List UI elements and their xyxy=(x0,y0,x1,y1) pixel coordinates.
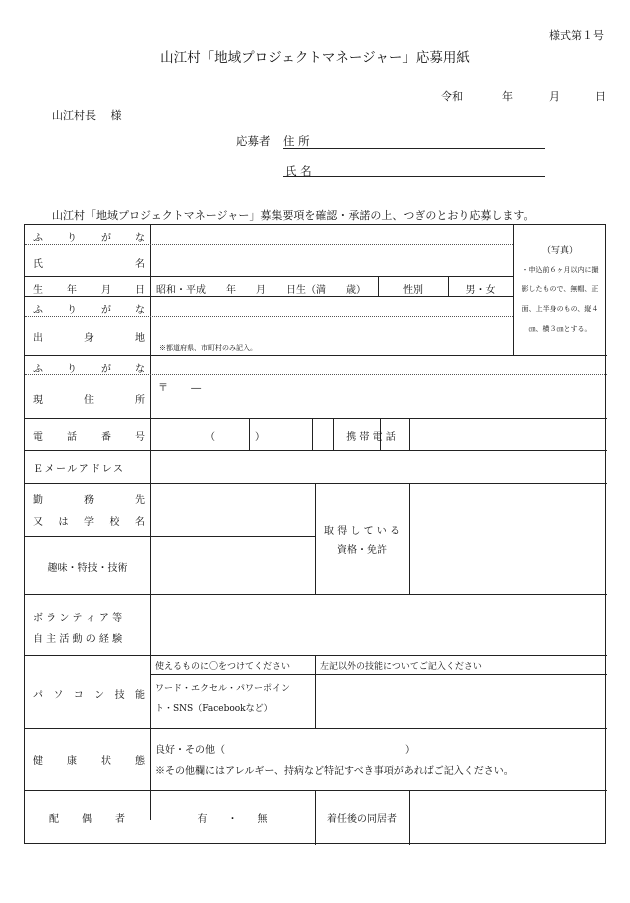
mobile-label: 携 帯 電 話 xyxy=(346,432,396,443)
applicant-label: 応募者 xyxy=(236,134,271,148)
photo-instruction-3: 面、上半身のもの、縦４ xyxy=(521,305,599,313)
intro-text: 山江村「地域プロジェクトマネージャー」募集要項を確認・承諾の上、つぎのとおり応募します。 xyxy=(52,209,535,222)
qualifications-label: 取 得 し て い る xyxy=(324,526,400,537)
phone-label: 電 話 番 号 xyxy=(33,432,145,443)
recipient: 山江村長 様 xyxy=(52,109,122,122)
hometown-furigana-label: ふ り が な xyxy=(33,305,145,316)
volunteer-label: ボ ラ ン テ ィ ア 等 xyxy=(33,613,123,624)
gender-label: 性別 xyxy=(403,285,423,296)
spouse-field[interactable]: 有 ・ 無 xyxy=(197,814,268,825)
date-month: 月 xyxy=(549,90,560,103)
cohabitant-label: 着任後の同居者 xyxy=(327,814,397,825)
postal-code-field[interactable]: 〒 ― xyxy=(158,383,202,394)
name-label: 氏 名 xyxy=(33,259,145,270)
qualification-divider-1 xyxy=(315,483,316,594)
form-number: 様式第１号 xyxy=(549,29,604,42)
photo-title: （写真） xyxy=(541,246,578,256)
pc-header-left: 使えるものに〇をつけてください xyxy=(155,662,291,672)
current-address-label: 現 住 所 xyxy=(33,395,145,406)
birthdate-field[interactable]: 昭和・平成 年 月 日生（満 歳） xyxy=(156,285,366,296)
spouse-divider-2 xyxy=(409,790,410,845)
qualifications-label-2: 資格・免許 xyxy=(337,545,387,556)
form-title: 山江村「地域プロジェクトマネージャー」応募用紙 xyxy=(160,50,470,66)
gender-field[interactable]: 男・女 xyxy=(465,285,496,296)
workplace-label: 勤 務 先 xyxy=(33,495,145,506)
school-label: 又 は 学 校 名 xyxy=(33,517,145,528)
applicant-name-label: 氏 名 xyxy=(285,164,312,178)
pc-skills-label: パ ソ コ ン 技 能 xyxy=(33,690,145,701)
hometown-note: ※都道府県、市町村のみ記入。 xyxy=(159,344,257,352)
photo-instruction-4: ㎝、横３㎝とする。 xyxy=(528,325,592,333)
phone-field[interactable]: （ ） xyxy=(205,432,265,443)
email-label: Ｅメールアドレス xyxy=(33,464,125,475)
pc-divider xyxy=(315,655,316,728)
health-note: ※その他欄にはアレルギー、持病など特記すべき事項があればご記入ください。 xyxy=(155,766,514,777)
pc-header-right: 左記以外の技能についてご記入ください xyxy=(320,662,482,672)
date-day: 日 xyxy=(595,90,606,103)
health-label: 健 康 状 態 xyxy=(33,756,145,767)
pc-options-line-2[interactable]: ト・SNS（Facebookなど） xyxy=(155,704,273,714)
hobbies-label: 趣味・特技・技術 xyxy=(47,563,128,574)
furigana-label: ふ り が な xyxy=(33,233,145,244)
gender-divider-1 xyxy=(312,418,313,450)
applicant-address-line[interactable] xyxy=(283,148,545,149)
birthdate-label: 生 年 月 日 xyxy=(33,285,145,296)
phone-divider-2 xyxy=(409,418,410,450)
hometown-label: 出 身 地 xyxy=(33,333,145,344)
health-field[interactable]: 良好・その他（ ） xyxy=(155,745,415,756)
label-column-divider xyxy=(150,225,151,820)
volunteer-label-2: 自 主 活 動 の 経 験 xyxy=(33,634,123,645)
date-era: 令和 xyxy=(441,90,463,103)
address-furigana-label: ふ り が な xyxy=(33,364,145,375)
photo-instruction-2: 影したもので、無帽、正 xyxy=(521,285,599,293)
qualification-divider-2 xyxy=(409,483,410,594)
applicant-name-line[interactable] xyxy=(283,176,545,177)
application-form-table xyxy=(24,224,606,844)
photo-instruction-1: ・申込前６ヶ月以内に撮 xyxy=(521,266,599,274)
pc-options-line-1[interactable]: ワード・エクセル・パワーポイン xyxy=(155,684,291,694)
applicant-address-label: 住 所 xyxy=(283,134,310,148)
spouse-label: 配 偶 者 xyxy=(49,814,125,825)
date-year: 年 xyxy=(502,90,513,103)
